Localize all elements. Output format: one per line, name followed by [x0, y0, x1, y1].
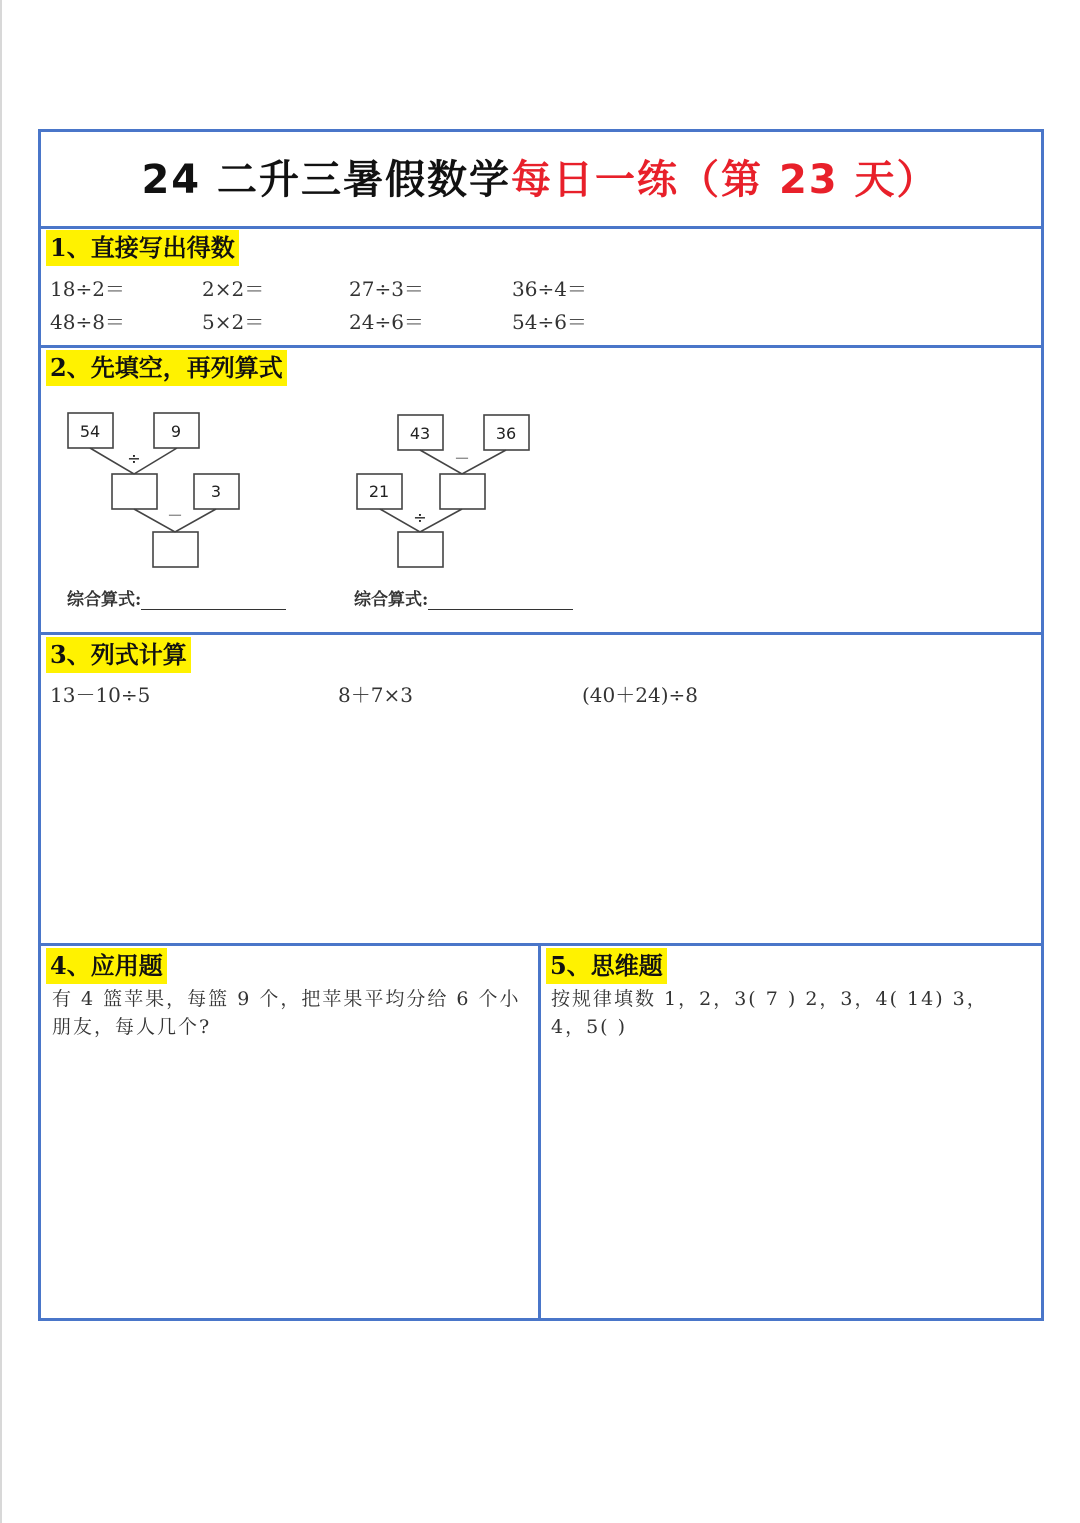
calc-item: 36÷4＝ [512, 277, 587, 301]
calc-item: 5×2＝ [202, 310, 265, 334]
pattern-problem-text: 按规律填数 1，2，3( 7 ) 2，3，4( 14) 3，4，5( ) [551, 988, 988, 1038]
title-highlight: 每日一练（第 23 天） [511, 157, 939, 203]
diagram1-op1: ÷ [127, 449, 141, 468]
diagram1-num-b: 9 [170, 422, 182, 441]
calc-item: 27÷3＝ [349, 277, 424, 301]
section-heading: 4、应用题 [46, 948, 167, 984]
formula-line-1 [67, 585, 286, 610]
section-heading: 3、列式计算 [46, 637, 191, 673]
section-heading: 1、直接写出得数 [46, 230, 239, 266]
formula-line-2 [354, 585, 573, 610]
formula-label: 综合算式: [354, 590, 429, 610]
calc-item: 2×2＝ [202, 277, 265, 301]
diagram1-op2: － [166, 506, 184, 525]
section-heading: 5、思维题 [546, 948, 667, 984]
title-main: 24 二升三暑假数学 [141, 157, 512, 203]
calc-item: 18÷2＝ [50, 277, 125, 301]
diagram1-num-c: 3 [210, 482, 222, 501]
diagram2-num-b: 36 [495, 424, 517, 443]
formula-label: 综合算式: [67, 590, 142, 610]
diagram2-num-c: 21 [368, 482, 390, 501]
diagram2-op2: ÷ [413, 508, 427, 527]
divider [38, 226, 1044, 229]
column-divider [538, 945, 541, 1318]
section-heading: 2、先填空，再列算式 [46, 350, 287, 386]
word-problem-text: 有 4 篮苹果，每篮 9 个，把苹果平均分给 6 个小朋友，每人几个? [52, 988, 521, 1038]
diagram2-op1: － [453, 449, 471, 468]
answer-blank[interactable] [428, 591, 573, 610]
divider [38, 943, 1044, 946]
diagram2-num-a: 43 [409, 424, 431, 443]
divider [38, 345, 1044, 348]
calc-item: 48÷8＝ [50, 310, 125, 334]
answer-blank[interactable] [141, 591, 286, 610]
calc-item: 13－10÷5 [50, 683, 151, 707]
page-title [40, 148, 1040, 205]
diagram1-num-a: 54 [79, 422, 101, 441]
page-edge [0, 0, 2, 1523]
calc-item: 54÷6＝ [512, 310, 587, 334]
calc-item: (40＋24)÷8 [582, 683, 698, 707]
calc-item: 24÷6＝ [349, 310, 424, 334]
divider [38, 632, 1044, 635]
calc-item: 8＋7×3 [338, 683, 413, 707]
